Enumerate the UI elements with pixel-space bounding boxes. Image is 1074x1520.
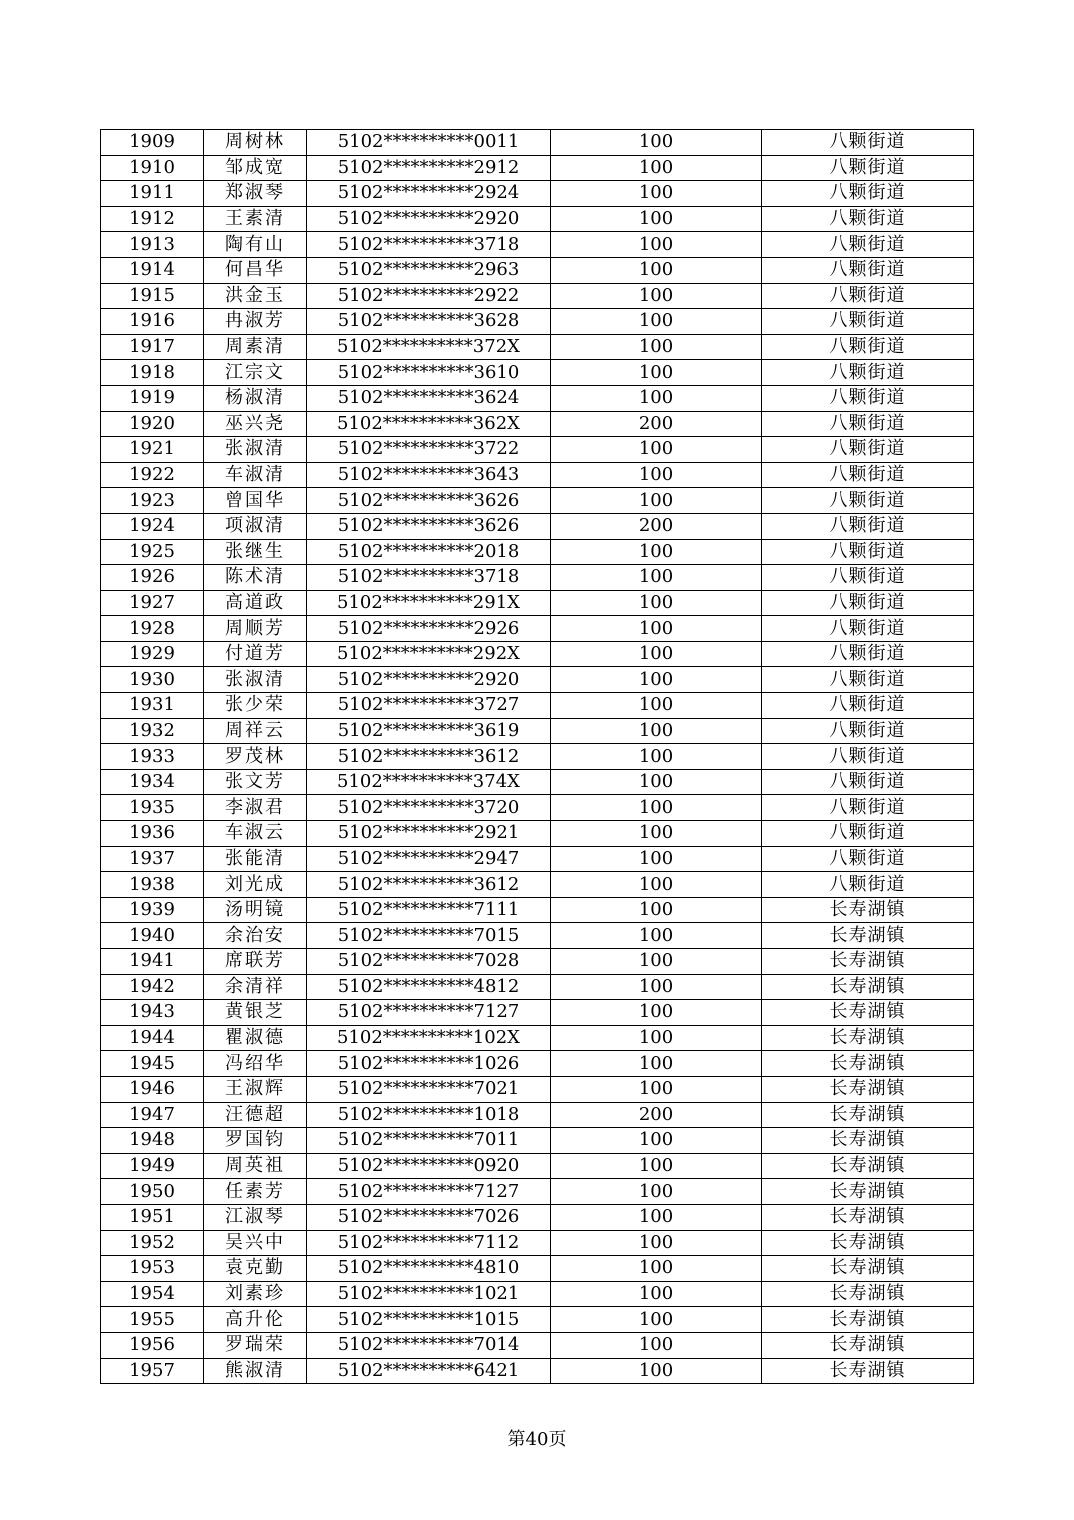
cell-area: 长寿湖镇 xyxy=(762,1307,974,1333)
cell-index: 1923 xyxy=(101,488,204,514)
cell-area: 八颗街道 xyxy=(762,872,974,898)
cell-amount: 100 xyxy=(551,590,762,616)
cell-name: 周素清 xyxy=(204,334,307,360)
cell-amount: 200 xyxy=(551,411,762,437)
cell-index: 1957 xyxy=(101,1358,204,1384)
cell-amount: 100 xyxy=(551,821,762,847)
table-row xyxy=(101,693,974,719)
cell-index: 1933 xyxy=(101,744,204,770)
cell-index: 1954 xyxy=(101,1281,204,1307)
cell-area: 长寿湖镇 xyxy=(762,923,974,949)
table-row xyxy=(101,181,974,207)
cell-area: 八颗街道 xyxy=(762,565,974,591)
cell-name: 高升伦 xyxy=(204,1307,307,1333)
cell-index: 1943 xyxy=(101,1000,204,1026)
cell-amount: 100 xyxy=(551,1281,762,1307)
cell-id-number: 5102**********3643 xyxy=(307,462,551,488)
cell-name: 陶有山 xyxy=(204,232,307,258)
table-row xyxy=(101,1051,974,1077)
cell-area: 长寿湖镇 xyxy=(762,1076,974,1102)
cell-amount: 100 xyxy=(551,283,762,309)
cell-id-number: 5102**********7026 xyxy=(307,1204,551,1230)
table-row xyxy=(101,1230,974,1256)
cell-name: 张能清 xyxy=(204,846,307,872)
cell-index: 1934 xyxy=(101,769,204,795)
cell-amount: 100 xyxy=(551,385,762,411)
table-row xyxy=(101,897,974,923)
cell-id-number: 5102**********3720 xyxy=(307,795,551,821)
cell-area: 长寿湖镇 xyxy=(762,1179,974,1205)
cell-index: 1944 xyxy=(101,1025,204,1051)
table-row xyxy=(101,718,974,744)
cell-id-number: 5102**********291X xyxy=(307,590,551,616)
cell-amount: 100 xyxy=(551,974,762,1000)
table-row xyxy=(101,385,974,411)
cell-name: 陈术清 xyxy=(204,565,307,591)
cell-index: 1949 xyxy=(101,1153,204,1179)
cell-name: 邹成宽 xyxy=(204,155,307,181)
cell-amount: 100 xyxy=(551,565,762,591)
cell-index: 1956 xyxy=(101,1332,204,1358)
table-row xyxy=(101,488,974,514)
cell-amount: 100 xyxy=(551,1128,762,1154)
table-row xyxy=(101,1025,974,1051)
cell-area: 八颗街道 xyxy=(762,360,974,386)
cell-id-number: 5102**********6421 xyxy=(307,1358,551,1384)
cell-id-number: 5102**********3612 xyxy=(307,744,551,770)
cell-name: 曾国华 xyxy=(204,488,307,514)
cell-name: 席联芳 xyxy=(204,949,307,975)
cell-index: 1921 xyxy=(101,437,204,463)
table-row xyxy=(101,744,974,770)
cell-amount: 100 xyxy=(551,155,762,181)
cell-area: 长寿湖镇 xyxy=(762,1204,974,1230)
cell-index: 1948 xyxy=(101,1128,204,1154)
cell-area: 八颗街道 xyxy=(762,769,974,795)
cell-name: 余清祥 xyxy=(204,974,307,1000)
table-row xyxy=(101,437,974,463)
table-row xyxy=(101,795,974,821)
cell-area: 长寿湖镇 xyxy=(762,1051,974,1077)
cell-area: 八颗街道 xyxy=(762,693,974,719)
cell-amount: 100 xyxy=(551,846,762,872)
cell-amount: 100 xyxy=(551,437,762,463)
cell-name: 袁克勤 xyxy=(204,1256,307,1282)
cell-area: 长寿湖镇 xyxy=(762,1256,974,1282)
cell-id-number: 5102**********7021 xyxy=(307,1076,551,1102)
cell-name: 张文芳 xyxy=(204,769,307,795)
cell-name: 罗瑞荣 xyxy=(204,1332,307,1358)
cell-amount: 100 xyxy=(551,693,762,719)
cell-id-number: 5102**********3628 xyxy=(307,309,551,335)
table-row xyxy=(101,616,974,642)
cell-id-number: 5102**********3727 xyxy=(307,693,551,719)
page-number: 第40页 xyxy=(507,1429,567,1450)
cell-name: 王淑辉 xyxy=(204,1076,307,1102)
cell-amount: 200 xyxy=(551,513,762,539)
table-row xyxy=(101,667,974,693)
cell-name: 洪金玉 xyxy=(204,283,307,309)
cell-index: 1927 xyxy=(101,590,204,616)
cell-name: 车淑云 xyxy=(204,821,307,847)
cell-index: 1922 xyxy=(101,462,204,488)
cell-id-number: 5102**********2963 xyxy=(307,257,551,283)
table-row xyxy=(101,257,974,283)
cell-name: 罗茂林 xyxy=(204,744,307,770)
cell-index: 1909 xyxy=(101,130,204,156)
table-row xyxy=(101,846,974,872)
cell-id-number: 5102**********3722 xyxy=(307,437,551,463)
cell-name: 张淑清 xyxy=(204,437,307,463)
cell-name: 汤明镜 xyxy=(204,897,307,923)
cell-index: 1939 xyxy=(101,897,204,923)
cell-amount: 100 xyxy=(551,1000,762,1026)
cell-name: 刘光成 xyxy=(204,872,307,898)
cell-area: 八颗街道 xyxy=(762,232,974,258)
cell-index: 1918 xyxy=(101,360,204,386)
table-row xyxy=(101,411,974,437)
cell-id-number: 5102**********2920 xyxy=(307,667,551,693)
cell-area: 长寿湖镇 xyxy=(762,1128,974,1154)
cell-id-number: 5102**********7112 xyxy=(307,1230,551,1256)
table-row xyxy=(101,360,974,386)
cell-name: 高道政 xyxy=(204,590,307,616)
cell-id-number: 5102**********7127 xyxy=(307,1000,551,1026)
cell-index: 1936 xyxy=(101,821,204,847)
cell-name: 任素芳 xyxy=(204,1179,307,1205)
cell-index: 1953 xyxy=(101,1256,204,1282)
cell-index: 1932 xyxy=(101,718,204,744)
cell-area: 八颗街道 xyxy=(762,821,974,847)
cell-amount: 100 xyxy=(551,1230,762,1256)
cell-id-number: 5102**********2947 xyxy=(307,846,551,872)
cell-id-number: 5102**********374X xyxy=(307,769,551,795)
cell-id-number: 5102**********3624 xyxy=(307,385,551,411)
cell-area: 八颗街道 xyxy=(762,641,974,667)
table-row xyxy=(101,565,974,591)
table-row xyxy=(101,923,974,949)
cell-amount: 100 xyxy=(551,206,762,232)
table-row xyxy=(101,1102,974,1128)
cell-area: 八颗街道 xyxy=(762,283,974,309)
cell-amount: 100 xyxy=(551,257,762,283)
cell-index: 1952 xyxy=(101,1230,204,1256)
cell-area: 长寿湖镇 xyxy=(762,1025,974,1051)
cell-area: 长寿湖镇 xyxy=(762,974,974,1000)
table-row xyxy=(101,1179,974,1205)
cell-index: 1941 xyxy=(101,949,204,975)
cell-area: 长寿湖镇 xyxy=(762,949,974,975)
cell-index: 1945 xyxy=(101,1051,204,1077)
table-row xyxy=(101,821,974,847)
cell-name: 吴兴中 xyxy=(204,1230,307,1256)
cell-amount: 100 xyxy=(551,1051,762,1077)
data-table xyxy=(100,129,974,1384)
cell-area: 八颗街道 xyxy=(762,155,974,181)
cell-area: 八颗街道 xyxy=(762,437,974,463)
cell-name: 刘素珍 xyxy=(204,1281,307,1307)
cell-area: 八颗街道 xyxy=(762,667,974,693)
table-row xyxy=(101,283,974,309)
cell-id-number: 5102**********3612 xyxy=(307,872,551,898)
table-row xyxy=(101,539,974,565)
cell-index: 1911 xyxy=(101,181,204,207)
table-row xyxy=(101,1358,974,1384)
cell-id-number: 5102**********372X xyxy=(307,334,551,360)
cell-id-number: 5102**********2921 xyxy=(307,821,551,847)
table-row xyxy=(101,872,974,898)
cell-id-number: 5102**********2920 xyxy=(307,206,551,232)
cell-name: 张继生 xyxy=(204,539,307,565)
cell-index: 1912 xyxy=(101,206,204,232)
cell-amount: 100 xyxy=(551,1025,762,1051)
cell-amount: 100 xyxy=(551,1358,762,1384)
cell-amount: 200 xyxy=(551,1102,762,1128)
cell-name: 冯绍华 xyxy=(204,1051,307,1077)
table-row xyxy=(101,232,974,258)
cell-id-number: 5102**********2922 xyxy=(307,283,551,309)
cell-name: 汪德超 xyxy=(204,1102,307,1128)
cell-amount: 100 xyxy=(551,769,762,795)
cell-area: 八颗街道 xyxy=(762,795,974,821)
cell-index: 1925 xyxy=(101,539,204,565)
cell-index: 1955 xyxy=(101,1307,204,1333)
cell-name: 余治安 xyxy=(204,923,307,949)
table-row xyxy=(101,974,974,1000)
cell-name: 周树林 xyxy=(204,130,307,156)
cell-amount: 100 xyxy=(551,539,762,565)
cell-name: 江宗文 xyxy=(204,360,307,386)
table-row xyxy=(101,462,974,488)
cell-amount: 100 xyxy=(551,309,762,335)
table-row xyxy=(101,1256,974,1282)
cell-name: 周祥云 xyxy=(204,718,307,744)
cell-area: 八颗街道 xyxy=(762,385,974,411)
cell-area: 长寿湖镇 xyxy=(762,1358,974,1384)
cell-id-number: 5102**********2912 xyxy=(307,155,551,181)
cell-id-number: 5102**********7015 xyxy=(307,923,551,949)
table-row xyxy=(101,1204,974,1230)
table-row xyxy=(101,1128,974,1154)
cell-area: 八颗街道 xyxy=(762,539,974,565)
cell-amount: 100 xyxy=(551,718,762,744)
cell-name: 罗国钧 xyxy=(204,1128,307,1154)
table-row xyxy=(101,1307,974,1333)
cell-area: 八颗街道 xyxy=(762,846,974,872)
cell-index: 1910 xyxy=(101,155,204,181)
cell-id-number: 5102**********0920 xyxy=(307,1153,551,1179)
cell-index: 1942 xyxy=(101,974,204,1000)
cell-id-number: 5102**********3718 xyxy=(307,565,551,591)
cell-area: 八颗街道 xyxy=(762,488,974,514)
cell-amount: 100 xyxy=(551,1307,762,1333)
table-row xyxy=(101,1076,974,1102)
cell-amount: 100 xyxy=(551,1153,762,1179)
cell-index: 1917 xyxy=(101,334,204,360)
table-row xyxy=(101,155,974,181)
cell-amount: 100 xyxy=(551,923,762,949)
cell-area: 八颗街道 xyxy=(762,462,974,488)
table-row xyxy=(101,1153,974,1179)
cell-index: 1929 xyxy=(101,641,204,667)
table-row xyxy=(101,334,974,360)
cell-id-number: 5102**********2018 xyxy=(307,539,551,565)
cell-index: 1950 xyxy=(101,1179,204,1205)
table-row xyxy=(101,513,974,539)
cell-id-number: 5102**********4810 xyxy=(307,1256,551,1282)
cell-id-number: 5102**********1015 xyxy=(307,1307,551,1333)
cell-amount: 100 xyxy=(551,488,762,514)
cell-area: 八颗街道 xyxy=(762,590,974,616)
cell-area: 长寿湖镇 xyxy=(762,897,974,923)
cell-name: 冉淑芳 xyxy=(204,309,307,335)
table-row xyxy=(101,949,974,975)
cell-id-number: 5102**********3619 xyxy=(307,718,551,744)
cell-area: 八颗街道 xyxy=(762,257,974,283)
table-row xyxy=(101,769,974,795)
cell-id-number: 5102**********3626 xyxy=(307,513,551,539)
cell-id-number: 5102**********3610 xyxy=(307,360,551,386)
cell-id-number: 5102**********7014 xyxy=(307,1332,551,1358)
cell-index: 1913 xyxy=(101,232,204,258)
cell-name: 张少荣 xyxy=(204,693,307,719)
cell-name: 何昌华 xyxy=(204,257,307,283)
cell-index: 1938 xyxy=(101,872,204,898)
table-row xyxy=(101,590,974,616)
cell-name: 巫兴尧 xyxy=(204,411,307,437)
cell-name: 李淑君 xyxy=(204,795,307,821)
cell-area: 八颗街道 xyxy=(762,513,974,539)
cell-amount: 100 xyxy=(551,744,762,770)
cell-name: 杨淑清 xyxy=(204,385,307,411)
cell-index: 1931 xyxy=(101,693,204,719)
cell-name: 郑淑琴 xyxy=(204,181,307,207)
cell-area: 长寿湖镇 xyxy=(762,1153,974,1179)
cell-id-number: 5102**********102X xyxy=(307,1025,551,1051)
cell-area: 八颗街道 xyxy=(762,206,974,232)
table-row xyxy=(101,309,974,335)
cell-index: 1946 xyxy=(101,1076,204,1102)
cell-amount: 100 xyxy=(551,872,762,898)
cell-index: 1937 xyxy=(101,846,204,872)
cell-id-number: 5102**********3718 xyxy=(307,232,551,258)
cell-area: 八颗街道 xyxy=(762,309,974,335)
cell-amount: 100 xyxy=(551,1076,762,1102)
cell-name: 周英祖 xyxy=(204,1153,307,1179)
cell-amount: 100 xyxy=(551,641,762,667)
cell-amount: 100 xyxy=(551,949,762,975)
cell-name: 张淑清 xyxy=(204,667,307,693)
cell-id-number: 5102**********2924 xyxy=(307,181,551,207)
cell-area: 八颗街道 xyxy=(762,616,974,642)
cell-id-number: 5102**********7028 xyxy=(307,949,551,975)
cell-index: 1919 xyxy=(101,385,204,411)
cell-area: 长寿湖镇 xyxy=(762,1281,974,1307)
cell-amount: 100 xyxy=(551,616,762,642)
cell-id-number: 5102**********7111 xyxy=(307,897,551,923)
cell-id-number: 5102**********1021 xyxy=(307,1281,551,1307)
cell-index: 1935 xyxy=(101,795,204,821)
cell-area: 八颗街道 xyxy=(762,411,974,437)
cell-id-number: 5102**********7127 xyxy=(307,1179,551,1205)
table-row xyxy=(101,641,974,667)
cell-name: 江淑琴 xyxy=(204,1204,307,1230)
cell-amount: 100 xyxy=(551,1204,762,1230)
cell-amount: 100 xyxy=(551,795,762,821)
cell-id-number: 5102**********292X xyxy=(307,641,551,667)
cell-amount: 100 xyxy=(551,897,762,923)
cell-id-number: 5102**********1018 xyxy=(307,1102,551,1128)
cell-amount: 100 xyxy=(551,360,762,386)
cell-id-number: 5102**********4812 xyxy=(307,974,551,1000)
table-body xyxy=(101,130,974,1384)
cell-index: 1926 xyxy=(101,565,204,591)
cell-area: 八颗街道 xyxy=(762,181,974,207)
cell-id-number: 5102**********0011 xyxy=(307,130,551,156)
cell-amount: 100 xyxy=(551,462,762,488)
cell-id-number: 5102**********2926 xyxy=(307,616,551,642)
cell-id-number: 5102**********3626 xyxy=(307,488,551,514)
cell-name: 项淑清 xyxy=(204,513,307,539)
cell-amount: 100 xyxy=(551,181,762,207)
cell-amount: 100 xyxy=(551,667,762,693)
cell-area: 长寿湖镇 xyxy=(762,1230,974,1256)
cell-index: 1920 xyxy=(101,411,204,437)
cell-area: 长寿湖镇 xyxy=(762,1102,974,1128)
cell-index: 1940 xyxy=(101,923,204,949)
cell-index: 1914 xyxy=(101,257,204,283)
cell-area: 八颗街道 xyxy=(762,718,974,744)
table-row xyxy=(101,1332,974,1358)
cell-index: 1924 xyxy=(101,513,204,539)
cell-name: 熊淑清 xyxy=(204,1358,307,1384)
cell-index: 1930 xyxy=(101,667,204,693)
cell-area: 长寿湖镇 xyxy=(762,1332,974,1358)
cell-name: 周顺芳 xyxy=(204,616,307,642)
cell-amount: 100 xyxy=(551,1179,762,1205)
cell-name: 瞿淑德 xyxy=(204,1025,307,1051)
cell-amount: 100 xyxy=(551,130,762,156)
table-row xyxy=(101,1281,974,1307)
cell-amount: 100 xyxy=(551,1256,762,1282)
cell-index: 1915 xyxy=(101,283,204,309)
cell-area: 长寿湖镇 xyxy=(762,1000,974,1026)
cell-index: 1928 xyxy=(101,616,204,642)
cell-name: 王素清 xyxy=(204,206,307,232)
cell-index: 1947 xyxy=(101,1102,204,1128)
cell-amount: 100 xyxy=(551,232,762,258)
cell-name: 车淑清 xyxy=(204,462,307,488)
cell-index: 1951 xyxy=(101,1204,204,1230)
table-row xyxy=(101,206,974,232)
table-row xyxy=(101,1000,974,1026)
table-row xyxy=(101,130,974,156)
cell-id-number: 5102**********1026 xyxy=(307,1051,551,1077)
cell-index: 1916 xyxy=(101,309,204,335)
cell-area: 八颗街道 xyxy=(762,130,974,156)
cell-amount: 100 xyxy=(551,334,762,360)
cell-name: 黄银芝 xyxy=(204,1000,307,1026)
cell-area: 八颗街道 xyxy=(762,334,974,360)
cell-id-number: 5102**********362X xyxy=(307,411,551,437)
cell-name: 付道芳 xyxy=(204,641,307,667)
cell-area: 八颗街道 xyxy=(762,744,974,770)
cell-amount: 100 xyxy=(551,1332,762,1358)
cell-id-number: 5102**********7011 xyxy=(307,1128,551,1154)
